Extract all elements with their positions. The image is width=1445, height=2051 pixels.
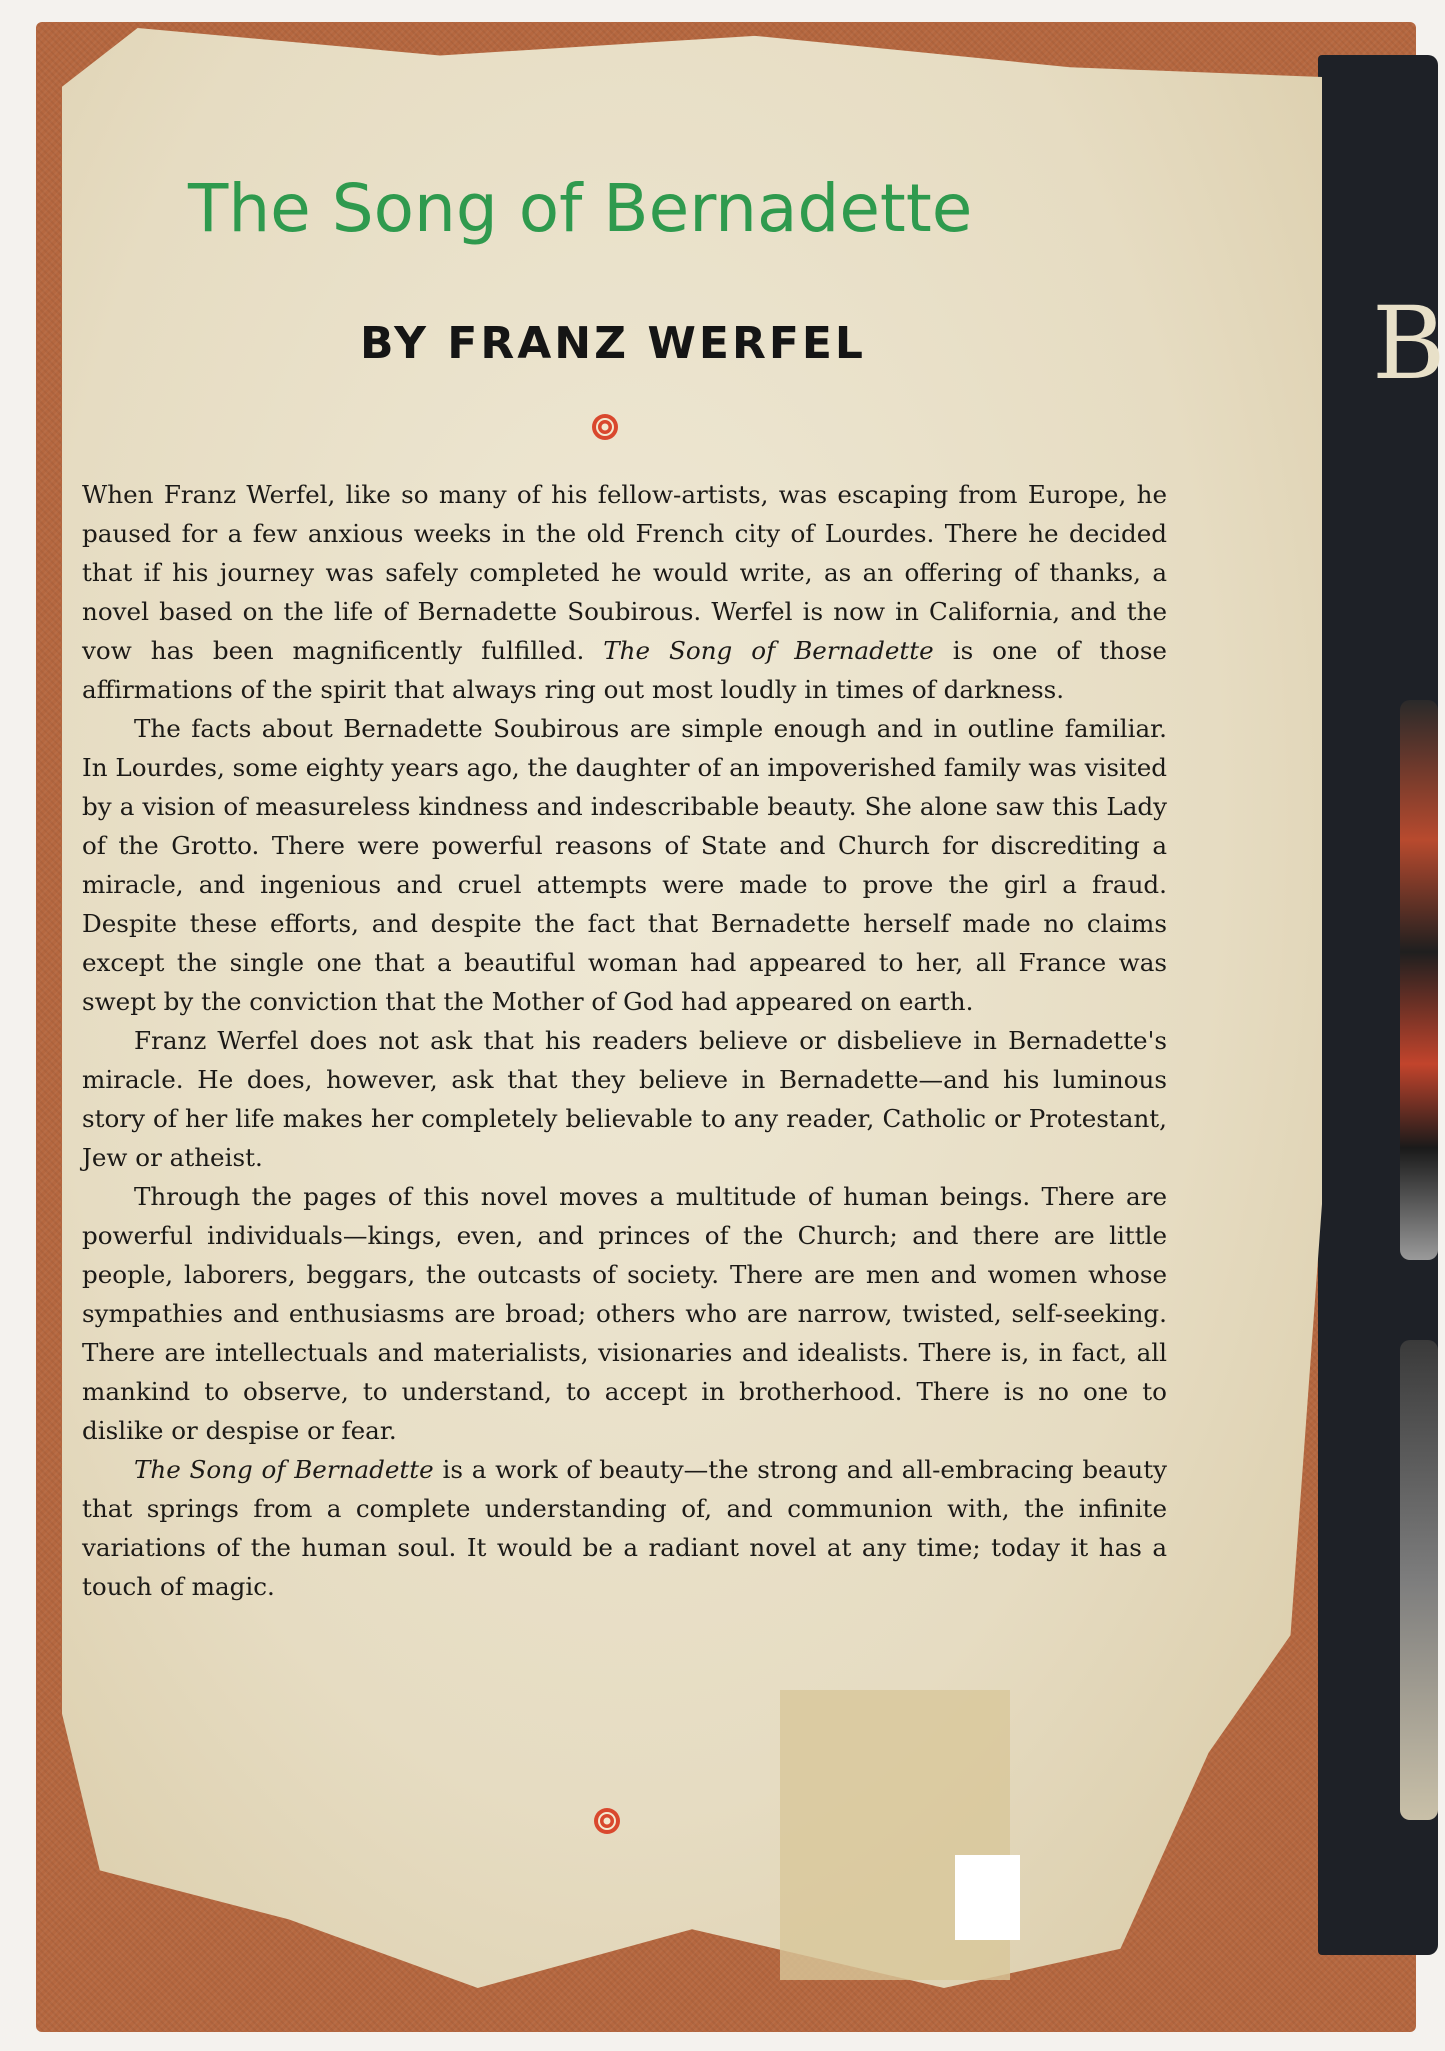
book-title: The Song of Bernadette: [188, 170, 973, 247]
blurb-paragraph-3: Franz Werfel does not ask that his readers believe or disbelieve in Bernadette's miracle. He does, however, ask that they believe in Bernadette—and his luminous story of her life makes her completely believable to any reader, Catholic or Protestant, Jew or atheist.: [82, 1026, 1167, 1172]
blurb-p5-text: is a work of beauty—the strong and all-embracing beauty that springs from a complete understanding of, and communion with, the infinite variations of the human soul. It would be a radiant novel at any time; today it has a touch of magic.: [82, 1455, 1167, 1601]
blurb-paragraph-2: The facts about Bernadette Soubirous are simple enough and in outline familiar. In Lourdes, some eighty years ago, the daughter of an impoverished family was visited by a vision of measureless kindness and indescribable beauty. She alone saw this Lady of the Grotto. There were powerful reasons of State and Church for discrediting a miracle, and ingenious and cruel attempts were made to prove the girl a fraud. Despite these efforts, and despite the fact that Bernadette herself made no claims except the single one that a beautiful woman had appeared to her, all France was swept by the conviction that the Mother of God had appeared on earth.: [82, 714, 1168, 1016]
jacket-blurb: [82, 475, 1167, 1606]
blurb-p1-end: is one of those affirmations of the spirit that always ring out most loudly in times of darkness.: [82, 636, 1167, 704]
blurb-p1-text: When Franz Werfel, like so many of his fellow-artists, was escaping from Europe, he paused for a few anxious weeks in the old French city of Lourdes. There he decided that if his journey was safely completed he would write, as an offering of thanks, a novel based on the life of Bernadette Soubirous. Werfel is now in California, and the vow has been magnificently fulfilled.: [82, 480, 1167, 665]
blurb-p1-italic-title: The Song of Bernadette: [603, 636, 934, 665]
spine-letter: B: [1372, 285, 1445, 402]
blurb-paragraph-5: [82, 1450, 1167, 1606]
blurb-p5-italic-title: The Song of Bernadette: [134, 1455, 434, 1484]
torn-patch: [955, 1855, 1020, 1940]
rose-ornament-bottom-icon: [592, 1806, 622, 1836]
book-author: BY FRANZ WERFEL: [360, 318, 866, 369]
blurb-paragraph-4: Through the pages of this novel moves a multitude of human beings. There are powerful individuals—kings, even, and princes of the Church; and there are little people, laborers, beggars, the outcasts of society. There are men and women whose sympathies and enthusiasms are broad; others who are narrow, twisted, self-seeking. There are intellectuals and materialists, visionaries and idealists. There is, in fact, all mankind to observe, to understand, to accept in brotherhood. There is no one to dislike or despise or fear.: [82, 1182, 1167, 1445]
spine-artwork-lower: [1400, 1340, 1438, 1820]
spine-artwork: [1400, 700, 1438, 1260]
blurb-paragraph-1: [82, 475, 1167, 709]
rose-ornament-icon: [590, 412, 620, 442]
